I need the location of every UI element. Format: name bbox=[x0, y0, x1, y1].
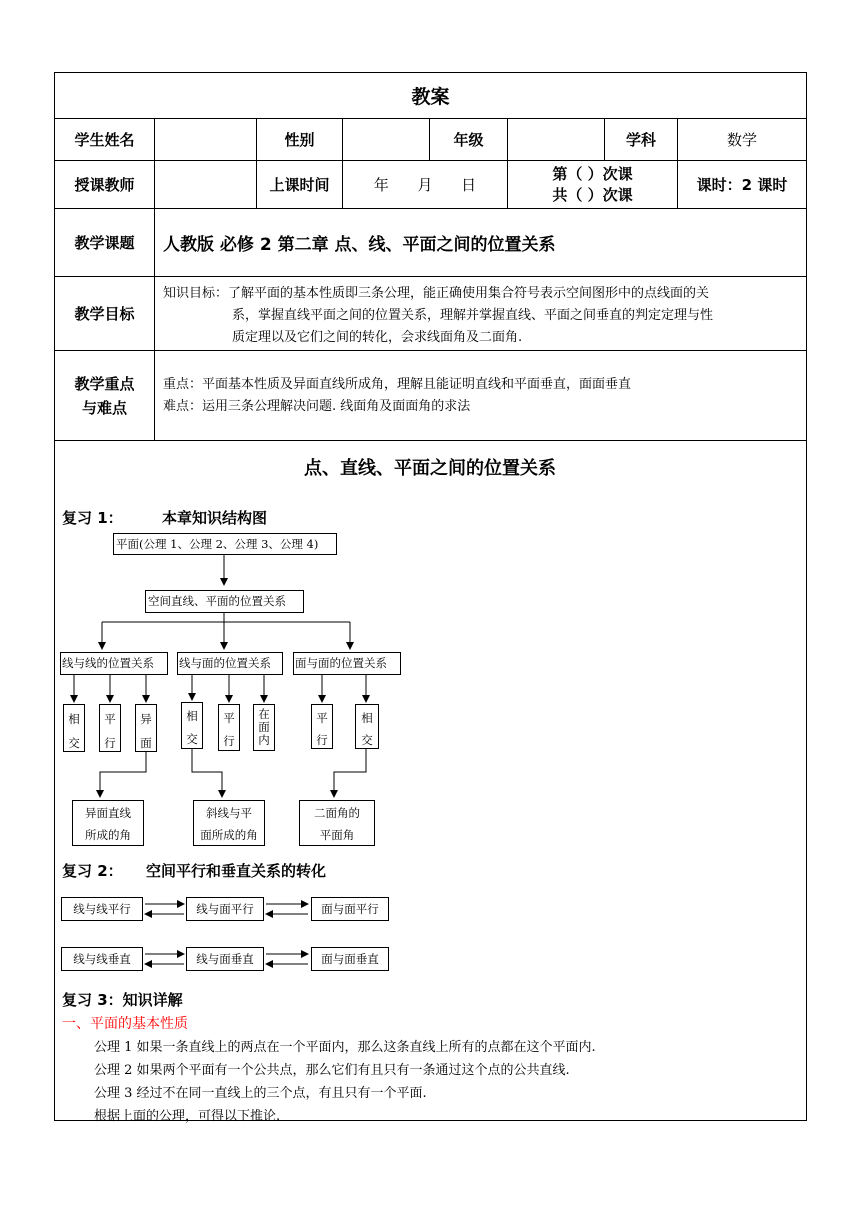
subject-label: 学科 bbox=[605, 119, 678, 161]
review2-title: 空间平行和垂直关系的转化 bbox=[146, 862, 327, 880]
corollary-intro: 根据上面的公理，可得以下推论. bbox=[94, 1109, 281, 1124]
review3-title: 复习 3：知识详解 bbox=[62, 991, 183, 1009]
goal-label: 教学目标 bbox=[55, 277, 155, 351]
review1-title: 本章知识结构图 bbox=[162, 509, 268, 527]
group3-label: 面与面的位置关系 bbox=[293, 652, 401, 675]
result-dihedral-angle: 二面角的 平面角 bbox=[299, 800, 375, 846]
g3-child-parallel: 平行 bbox=[311, 704, 333, 749]
chain-plane-plane-perp: 面与面垂直 bbox=[311, 947, 389, 971]
topic-label: 教学课题 bbox=[55, 209, 155, 277]
group2-label: 线与面的位置关系 bbox=[177, 652, 283, 675]
chain-plane-plane-parallel: 面与面平行 bbox=[311, 897, 389, 921]
class-hours: 课时：2 课时 bbox=[678, 161, 807, 209]
teacher-label: 授课教师 bbox=[55, 161, 155, 209]
axiom-3: 公理 3 经过不在同一直线上的三个点，有且只有一个平面. bbox=[94, 1086, 427, 1101]
tree-root: 平面(公理 1、公理 2、公理 3、公理 4) bbox=[113, 533, 337, 555]
lesson-count: 第（ ）次课 共（ ）次课 bbox=[508, 161, 678, 209]
section1-title: 一、平面的基本性质 bbox=[62, 1016, 188, 1032]
content-title: 点、直线、平面之间的位置关系 bbox=[304, 458, 556, 479]
student-name-label: 学生姓名 bbox=[55, 119, 155, 161]
plan-title: 教案 bbox=[55, 73, 807, 119]
g3-child-intersect: 相交 bbox=[355, 704, 379, 749]
key-difficulty-label: 教学重点 与难点 bbox=[55, 351, 155, 441]
axiom-1: 公理 1 如果一条直线上的两点在一个平面内，那么这条直线上所有的点都在这个平面内. bbox=[94, 1040, 596, 1055]
goal-text: 知识目标：了解平面的基本性质即三条公理，能正确使用集合符号表示空间图形中的点线面的关 系，掌握直线平面之间的位置关系，理解并掌握直线、平面之间垂直的判定定理与性 质定理以及它们之间的转化，会求线面角及二面角. bbox=[155, 277, 807, 351]
g2-child-intersect: 相交 bbox=[181, 702, 203, 749]
chain-line-line-perp: 线与线垂直 bbox=[61, 947, 143, 971]
result-skew-angle: 异面直线 所成的角 bbox=[72, 800, 144, 846]
subject-value: 数学 bbox=[678, 119, 807, 161]
g1-child-skew: 异面 bbox=[135, 704, 157, 752]
review2-label: 复习 2： bbox=[62, 862, 123, 880]
key-difficulty-text: 重点：平面基本性质及异面直线所成角，理解且能证明直线和平面垂直，面面垂直 难点：运用三条公理解决问题. 线面角及面面角的求法 bbox=[155, 351, 807, 441]
axiom-2: 公理 2 如果两个平面有一个公共点，那么它们有且只有一条通过这个点的公共直线. bbox=[94, 1063, 570, 1078]
group1-label: 线与线的位置关系 bbox=[60, 652, 168, 675]
class-time-label: 上课时间 bbox=[257, 161, 343, 209]
chain-line-plane-parallel: 线与面平行 bbox=[186, 897, 264, 921]
topic-value: 人教版 必修 2 第二章 点、线、平面之间的位置关系 bbox=[155, 209, 807, 277]
review1-label: 复习 1： bbox=[62, 509, 123, 527]
g1-child-intersect: 相交 bbox=[63, 704, 85, 752]
gender-label: 性别 bbox=[257, 119, 343, 161]
g2-child-parallel: 平行 bbox=[218, 704, 240, 751]
result-line-plane-angle: 斜线与平 面所成的角 bbox=[193, 800, 265, 846]
chain-line-line-parallel: 线与线平行 bbox=[61, 897, 143, 921]
chain-line-plane-perp: 线与面垂直 bbox=[186, 947, 264, 971]
g2-child-in-plane: 在面内 bbox=[253, 704, 275, 751]
grade-label: 年级 bbox=[430, 119, 508, 161]
tree-level2: 空间直线、平面的位置关系 bbox=[145, 590, 304, 613]
class-date: 年 月 日 bbox=[343, 161, 508, 209]
g1-child-parallel: 平行 bbox=[99, 704, 121, 752]
